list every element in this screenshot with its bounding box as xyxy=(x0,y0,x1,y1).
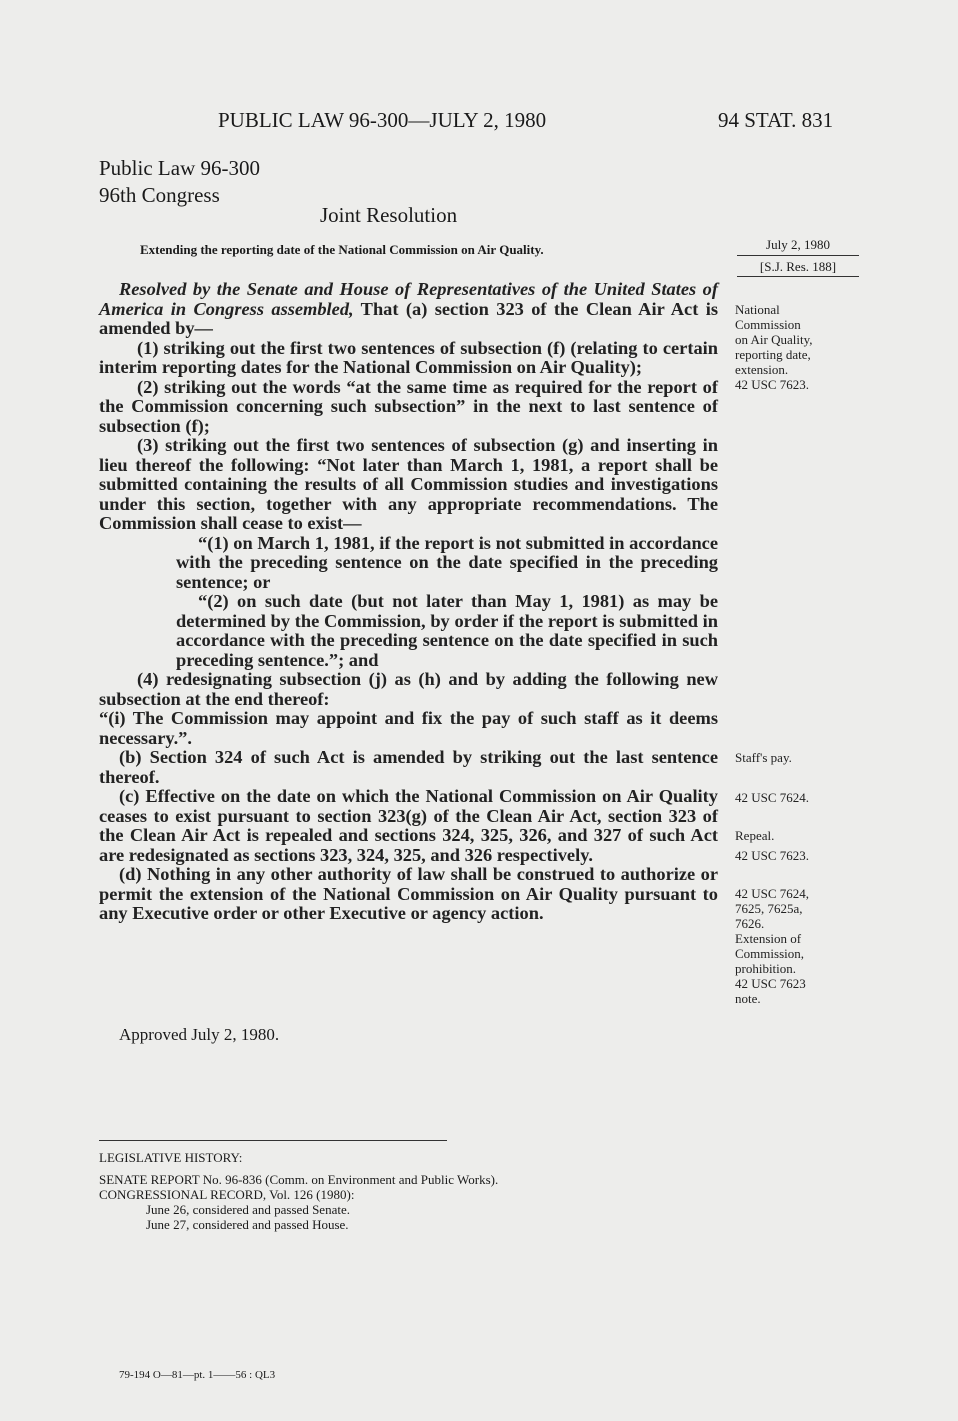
paragraph-3: (3) striking out the first two sentences of subsection (g) and inserting in lieu thereof the following: “Not later than March 1, 1981, a report shall be submitted containing the results of all Commission studies and investigations under this section, together with any appropriate recommendations. The Commission shall cease to exist— xyxy=(99,435,718,533)
legislative-history-heading: LEGISLATIVE HISTORY: xyxy=(99,1150,243,1165)
enacting-clause-italic: Resolved by the Senate and House of Representatives of the United States of America in Congress assembled, xyxy=(99,279,718,319)
legislative-history xyxy=(99,1150,498,1232)
resolution-type: Joint Resolution xyxy=(320,203,458,227)
senate-report: SENATE REPORT No. 96-836 (Comm. on Environment and Public Works). xyxy=(99,1172,499,1187)
quoted-clause-2: “(2) on such date (but not later than May 1, 1981) as may be determined by the Commission, by order if the report is submitted in accordance with the preceding sentence on the date specified in such preceding sentence.”; and xyxy=(176,591,718,670)
law-number: Public Law 96-300 xyxy=(99,156,260,180)
enacting-clause xyxy=(99,280,718,339)
footnote-divider xyxy=(99,1140,447,1141)
congress-number: 96th Congress xyxy=(99,183,220,207)
quoted-subsection-i: “(i) The Commission may appoint and fix the pay of such staff as it deems necessary.”. xyxy=(99,708,718,748)
approval-date: Approved July 2, 1980. xyxy=(119,1025,280,1044)
paragraph-4: (4) redesignating subsection (j) as (h) and by adding the following new subsection at the end thereof: xyxy=(99,669,718,709)
margin-note-staff-pay: Staff's pay. xyxy=(735,750,792,765)
enactment-date: July 2, 1980 xyxy=(737,236,859,256)
section-c: (c) Effective on the date on which the National Commission on Air Quality ceases to exist pursuant to section 323(g) of the Clean Air Act, section 323 of the Clean Air Act is repealed and sections 324, 325, 326, and 327 of such Act are redesignated as sections 323, 324, 325, and 326 respectively. xyxy=(99,786,718,865)
margin-note-extension: 42 USC 7624, 7625, 7625a, 7626. Extension of Commission, prohibition. 42 USC 7623 note. xyxy=(735,886,810,1006)
purpose-line: Extending the reporting date of the National Commission on Air Quality. xyxy=(140,242,544,257)
section-d: (d) Nothing in any other authority of law shall be construed to authorize or permit the extension of the National Commission on Air Quality pursuant to any Executive order or other Executive or agency action. xyxy=(99,864,718,923)
congressional-record: CONGRESSIONAL RECORD, Vol. 126 (1980): xyxy=(99,1187,355,1202)
senate-action: June 26, considered and passed Senate. xyxy=(146,1202,350,1217)
enactment-date-box xyxy=(737,236,859,277)
paragraph-2: (2) striking out the words “at the same time as required for the report of the Commission concerning such subsection” in the next to last sentence of subsection (f); xyxy=(99,376,718,436)
quoted-clause-1: “(1) on March 1, 1981, if the report is not submitted in accordance with the preceding sentence on the date specified in the preceding sentence; or xyxy=(176,532,718,592)
law-title xyxy=(99,155,260,209)
margin-note-usc-7624: 42 USC 7624. xyxy=(735,790,810,805)
section-b: (b) Section 324 of such Act is amended by striking out the last sentence thereof. xyxy=(99,747,718,787)
running-header-page: 94 STAT. 831 xyxy=(718,108,834,132)
resolution-number: [S.J. Res. 188] xyxy=(737,256,859,277)
print-code: 79-194 O—81—pt. 1——56 : QL3 xyxy=(119,1369,276,1381)
house-action: June 27, considered and passed House. xyxy=(146,1217,349,1232)
resolution-body xyxy=(99,280,718,924)
running-header-left: PUBLIC LAW 96-300—JULY 2, 1980 xyxy=(218,108,547,132)
margin-note-commission: National Commission on Air Quality, reporting date, extension. 42 USC 7623. xyxy=(735,302,813,392)
paragraph-1: (1) striking out the first two sentences of subsection (f) (relating to certain interim reporting dates for the National Commission on Air Quality); xyxy=(99,337,718,377)
enacting-clause-rest: That (a) section 323 of the Clean Air Act is amended by— xyxy=(99,298,718,338)
margin-note-repeal: Repeal. 42 USC 7623. xyxy=(735,828,810,863)
